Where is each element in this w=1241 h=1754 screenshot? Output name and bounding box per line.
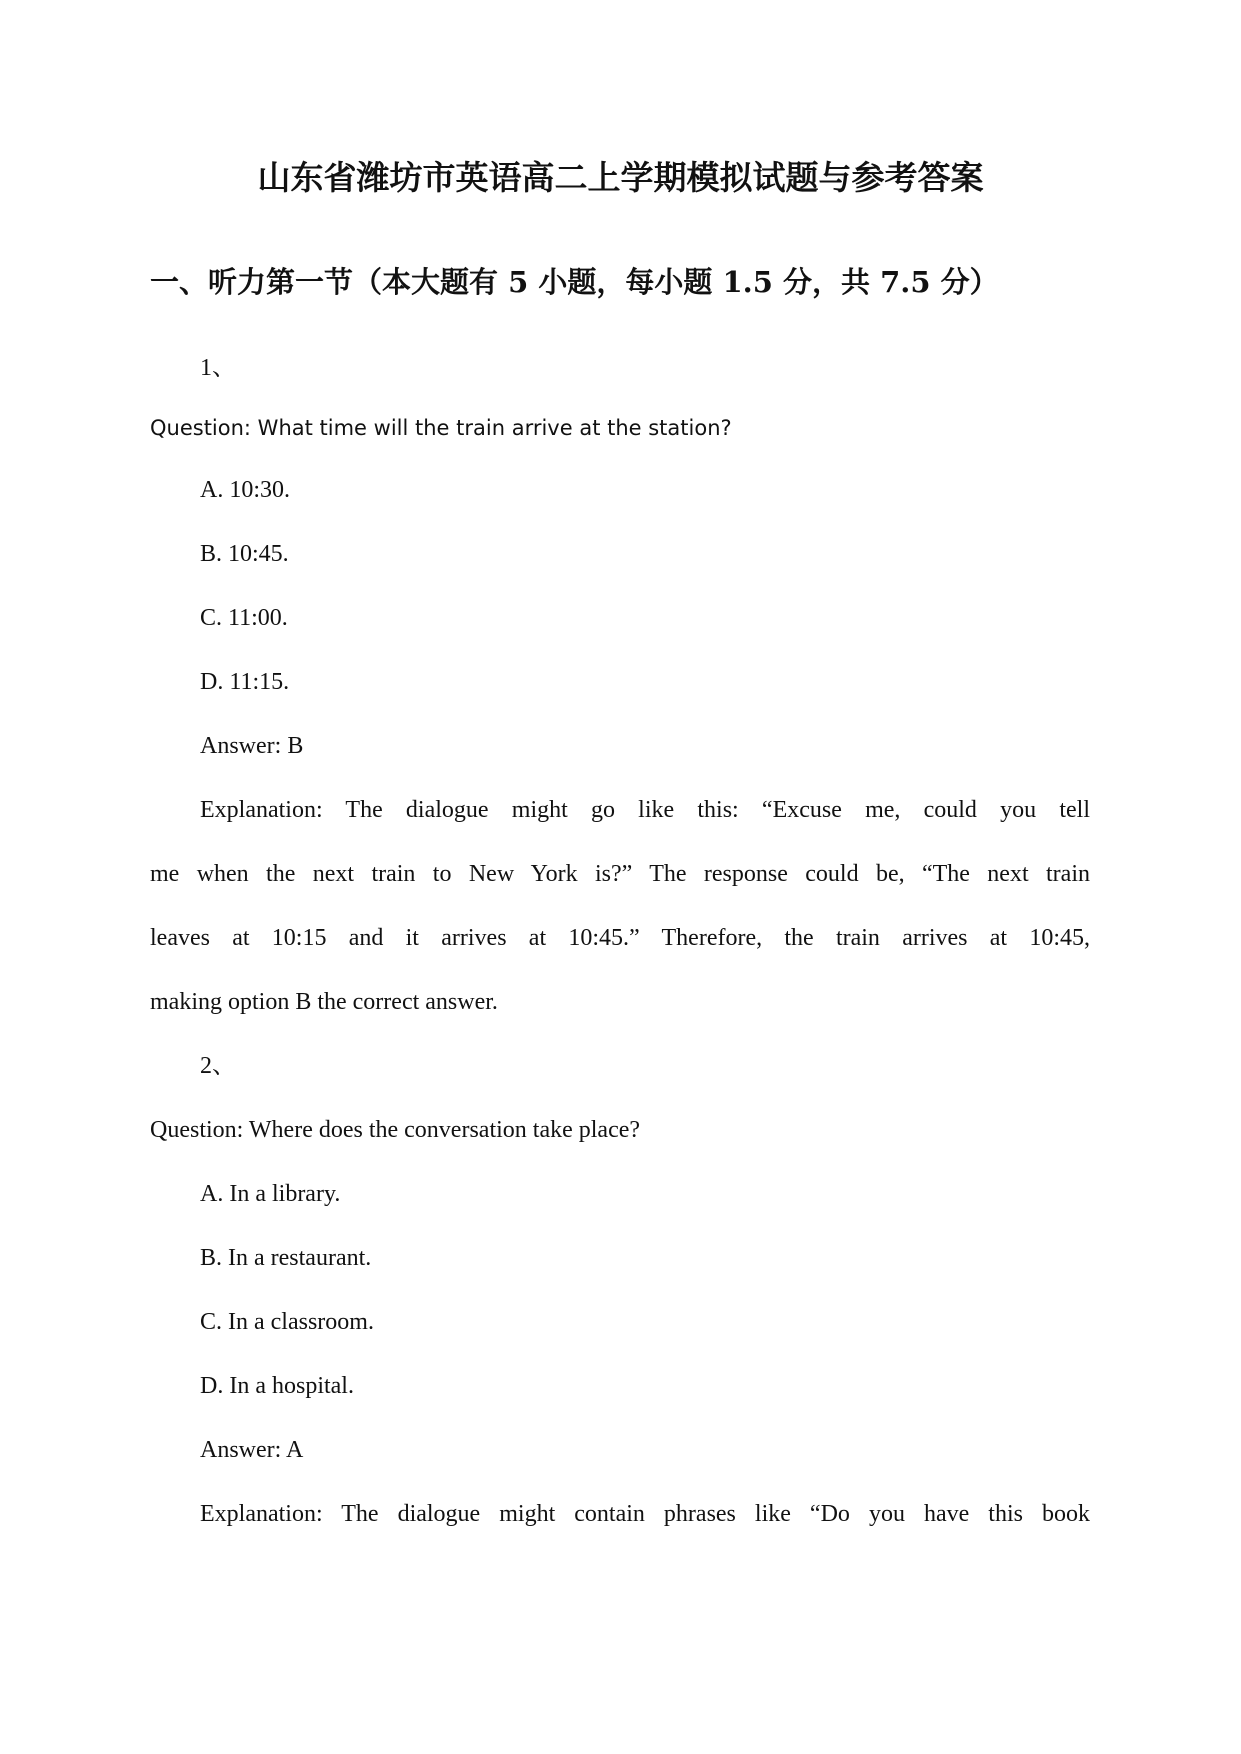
option-b: B. In a restaurant.: [200, 1245, 372, 1271]
explanation-line: Explanation: The dialogue might go like this: “Excuse me, could you tell: [200, 797, 1090, 823]
explanation-line: Explanation: The dialogue might contain phrases like “Do you have this book: [200, 1501, 1090, 1527]
option-c: C. In a classroom.: [200, 1309, 374, 1335]
option-b: B. 10:45.: [200, 541, 289, 567]
answer: Answer: A: [200, 1437, 304, 1463]
explanation-line: making option B the correct answer.: [150, 989, 498, 1015]
question-text: Question: What time will the train arrive at the station?: [150, 416, 732, 440]
question-text: Question: Where does the conversation take place?: [150, 1117, 641, 1143]
section-heading: 一、听力第一节（本大题有 5 小题，每小题 1.5 分，共 7.5 分）: [150, 265, 999, 299]
explanation-line: me when the next train to New York is?” The response could be, “The next train: [150, 861, 1090, 887]
option-a: A. In a library.: [200, 1181, 341, 1207]
option-d: D. 11:15.: [200, 669, 290, 695]
question-number: 2、: [200, 1053, 236, 1079]
document-title: 山东省潍坊市英语高二上学期模拟试题与参考答案: [257, 158, 984, 197]
answer: Answer: B: [200, 733, 304, 759]
question-number: 1、: [200, 355, 236, 381]
option-a: A. 10:30.: [200, 477, 290, 503]
option-c: C. 11:00.: [200, 605, 288, 631]
explanation-line: leaves at 10:15 and it arrives at 10:45.” Therefore, the train arrives at 10:45,: [150, 925, 1090, 951]
option-d: D. In a hospital.: [200, 1373, 354, 1399]
